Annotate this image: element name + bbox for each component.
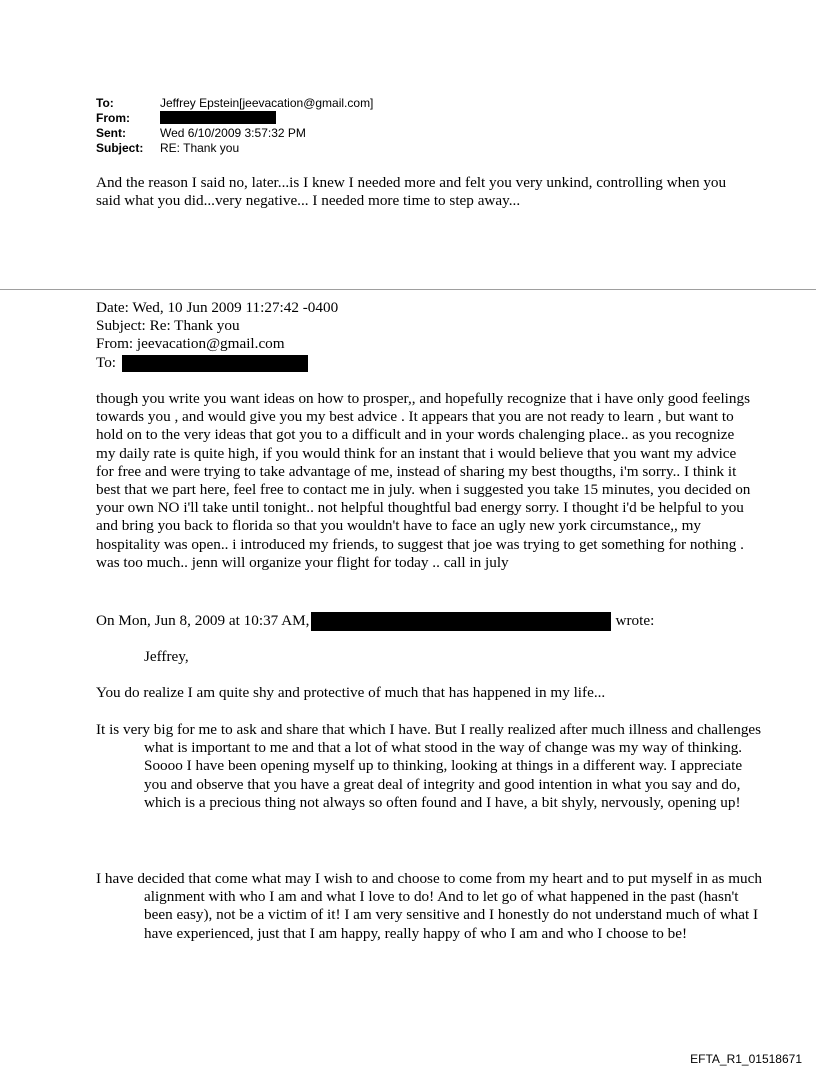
subject-row	[96, 141, 373, 156]
document-id: EFTA_R1_01518671	[690, 1052, 802, 1066]
sent-label: Sent:	[96, 126, 126, 140]
greeting: Jeffrey,	[144, 648, 189, 665]
quoted-from: From: jeevacation@gmail.com	[96, 335, 285, 353]
paragraph-3: I have decided that come what may I wish to and choose to come from my heart and to put myself in as much alignment with who I am and what I love to do! And to let go of what happened in the past (hasn't been easy), not be a victim of it! I am very sensitive and I honestly do not understand much of what I have experienced, just that I am happy, really happy of who I am and who I choose to be!	[96, 870, 762, 942]
subject-label: Subject:	[96, 141, 144, 155]
quoted-header	[96, 299, 338, 372]
attribution-line	[96, 612, 654, 631]
quoted-to-label: To:	[96, 353, 117, 371]
to-value: Jeffrey Epstein[jeevacation@gmail.com]	[160, 96, 374, 110]
quoted-body: though you write you want ideas on how to prosper,, and hopefully recognize that i have only good feelings towards you , and would give you my best advice . It appears that you are not ready to learn , but want to hold on to the very ideas that got you to a difficult and in your words chalenging place.. as you recognize my daily rate is quite high, if you would think for an instant that i would believe that you want my advice for free and were trying to take advantage of me, instead of sharing my best thougths, i'm sorry.. I think it best that we part here, feel free to contact me in july. when i suggested you take 15 minutes, you decided on your own NO i'll take until tonight.. not helpful thoughtful bad energy sorry. I thought i'd be helpful to you and bring you back to florida so that you wouldn't have to face an ugly new york circumstance,, my hospitality was open.. i introduced my friends, to suggest that joe was trying to get something for nothing . was too much.. jenn will organize your flight for today .. call in july	[96, 390, 751, 571]
quoted-to-redaction	[122, 355, 308, 372]
quoted-to-row	[96, 354, 338, 372]
attribution-suffix: wrote:	[615, 612, 655, 629]
to-row	[96, 96, 373, 111]
paragraph-1: You do realize I am quite shy and protective of much that has happened in my life...	[96, 684, 606, 701]
to-label: To:	[96, 96, 114, 110]
attribution-prefix: On Mon, Jun 8, 2009 at 10:37 AM,	[96, 612, 310, 629]
sent-row	[96, 126, 373, 141]
divider-line	[0, 289, 816, 290]
sent-value: Wed 6/10/2009 3:57:32 PM	[160, 126, 306, 140]
from-redaction	[160, 111, 276, 124]
quoted-date: Date: Wed, 10 Jun 2009 11:27:42 -0400	[96, 299, 339, 316]
quoted-subject: Subject: Re: Thank you	[96, 317, 240, 335]
sender-redaction	[311, 612, 611, 631]
reply-body: And the reason I said no, later...is I knew I needed more and felt you very unkind, controlling when you said what you did...very negative... I needed more time to step away...	[96, 174, 727, 210]
email-header	[96, 96, 373, 156]
subject-value: RE: Thank you	[160, 141, 240, 155]
from-row	[96, 111, 373, 126]
paragraph-2: It is very big for me to ask and share that which I have. But I really realized after much illness and challenges what is important to me and that a lot of what stood in the way of change was my way of thinking. Soooo I have been opening myself up to thinking, looking at things in a different way. I appreciate you and observe that you have a great deal of integrity and good intention in what you say and do, which is a precious thing not always so often found and I have, a bit shyly, nervously, opening up!	[96, 721, 762, 811]
from-label: From:	[96, 111, 130, 125]
